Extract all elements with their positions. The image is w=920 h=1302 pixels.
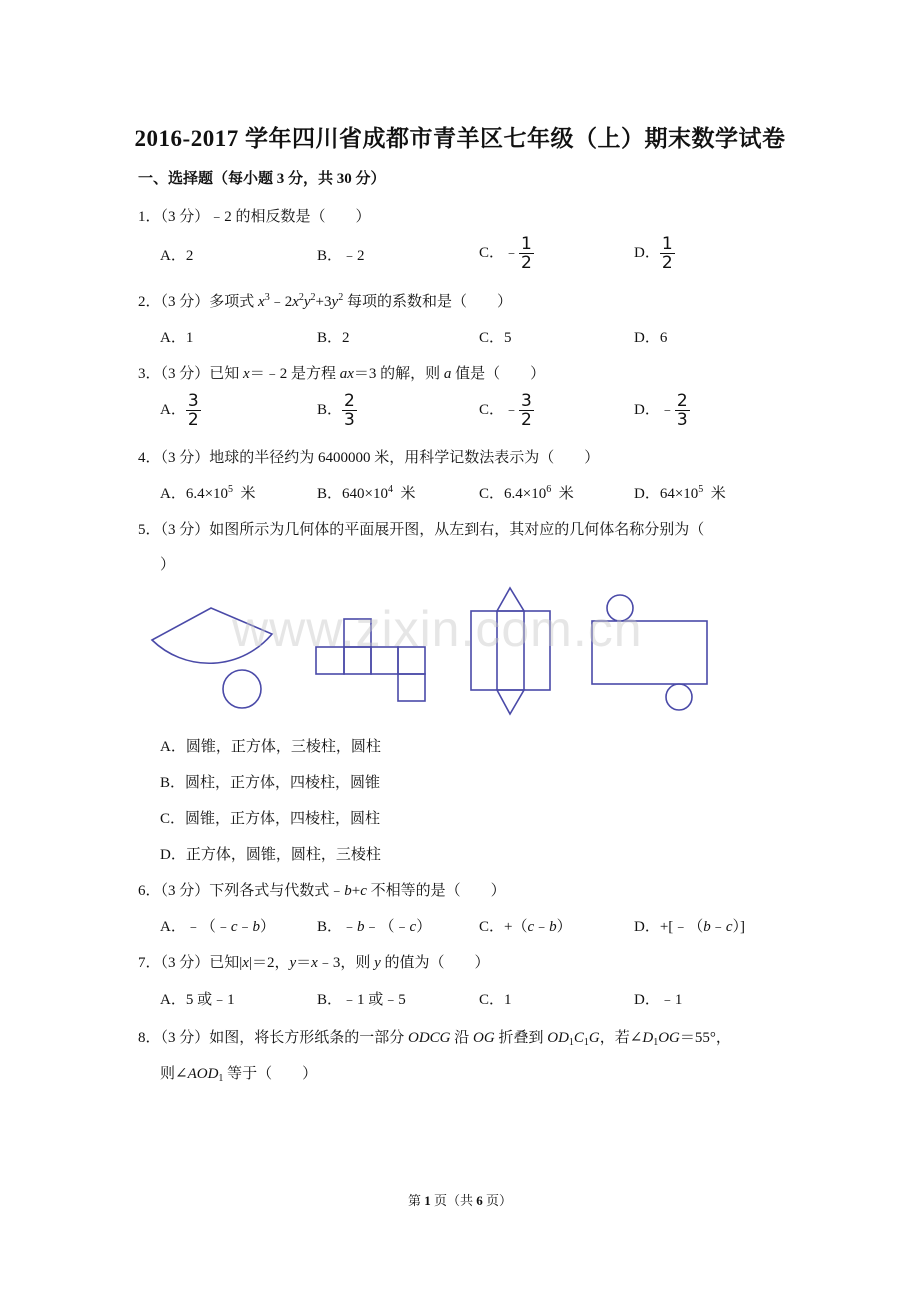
q1-option-d: D． $\frac{1}{2}$ <box>634 234 673 273</box>
q1-option-c: C．﹣ $\frac{1}{2}$ <box>479 234 532 273</box>
q2-option-b: B．2 <box>317 330 350 346</box>
q2-option-c: C．5 <box>479 330 512 346</box>
q7-option-d: D．﹣1 <box>634 992 683 1008</box>
cylinder-bottom-circle <box>666 684 692 710</box>
question-8-stem: 8．（3 分）如图，将长方形纸条的一部分 ODCG 沿 OG 折叠到 $OD_1C_1G$，若$\angle D_1OG=55^\circ$， <box>138 1030 731 1048</box>
section-heading: 一、选择题（每小题 3 分，共 30 分） <box>138 171 386 187</box>
paper-title: 2016-2017 学年四川省成都市青羊区七年级（上）期末数学试卷 <box>134 126 786 151</box>
fraction: $\frac{2}{3}$ <box>344 391 355 430</box>
q3-option-c: C．﹣ $\frac{3}{2}$ <box>479 391 532 430</box>
q4-option-a: A．$6.4\times 10^5$ 米 <box>160 484 256 502</box>
question-2-stem: 2．（3 分）多项式 $x^3﹣2x^2y^2+3y^2$ 每项的系数和是（ ） <box>138 292 512 310</box>
q3-option-d: D．﹣ $\frac{2}{3}$ <box>634 391 688 430</box>
question-5-stem: 5．（3 分）如图所示为几何体的平面展开图，从左到右，其对应的几何体名称分别为（ <box>138 522 705 538</box>
question-1-stem: 1．（3 分）﹣2 的相反数是（ ） <box>138 209 371 225</box>
question-3-stem: 3．（3 分）已知 x＝﹣2 是方程 ax＝3 的解，则 a 值是（ ） <box>138 366 546 382</box>
watermark: www.zixin.com.cn <box>232 601 643 657</box>
fraction: $\frac{1}{2}$ <box>661 234 673 273</box>
cone-base-circle <box>223 670 261 708</box>
q6-option-b: B．﹣b﹣（﹣c） <box>317 919 432 935</box>
q3-option-a: A． $\frac{3}{2}$ <box>160 391 199 430</box>
q5-option-b: B．圆柱，正方体，四棱柱，圆锥 <box>160 775 381 791</box>
page-footer: 第 1 页（共 6 页） <box>407 1193 513 1208</box>
q6-option-a: A．﹣（﹣c﹣b） <box>160 919 276 935</box>
q5-option-a: A．圆锥，正方体，三棱柱，圆柱 <box>160 739 381 755</box>
q5-option-c: C．圆锥，正方体，四棱柱，圆柱 <box>160 811 381 827</box>
q4-option-d: D．$64\times 10^5$ 米 <box>634 484 726 502</box>
q2-option-a: A．1 <box>160 330 194 346</box>
question-8-stem-line2: 则$\angle AOD_1$ 等于（ ） <box>160 1066 318 1084</box>
q3-option-b: B． $\frac{2}{3}$ <box>317 391 355 430</box>
question-7-stem: 7．（3 分）已知|x|＝2，y＝x﹣3，则 y 的值为（ ） <box>138 955 490 971</box>
q6-option-c: C．+（c﹣b） <box>479 919 572 935</box>
q1-option-b: B．﹣2 <box>317 248 365 264</box>
fraction: $\frac{3}{2}$ <box>187 391 199 430</box>
question-4-stem: 4．（3 分）地球的半径约为 6400000 米，用科学记数法表示为（ ） <box>138 450 600 466</box>
q5-option-d: D．正方体，圆锥，圆柱，三棱柱 <box>160 847 381 863</box>
q4-option-c: C．$6.4\times 10^6$ 米 <box>479 484 574 502</box>
q7-option-a: A．5 或﹣1 <box>160 992 235 1008</box>
q1-option-a: A．2 <box>160 248 194 264</box>
fraction: $\frac{3}{2}$ <box>521 391 532 430</box>
prism-bottom-base <box>497 690 524 714</box>
q7-option-c: C．1 <box>479 992 512 1008</box>
fraction: $\frac{2}{3}$ <box>676 391 688 430</box>
q2-option-d: D．6 <box>634 330 668 346</box>
question-5-stem-end: ） <box>160 557 176 573</box>
cube-face <box>398 674 425 701</box>
q7-option-b: B．﹣1 或﹣5 <box>317 992 406 1008</box>
question-6-stem: 6．（3 分）下列各式与代数式﹣b+c 不相等的是（ ） <box>138 883 506 899</box>
fraction: $\frac{1}{2}$ <box>521 234 532 273</box>
q4-option-b: B．$640\times 10^4$ 米 <box>317 484 416 502</box>
q6-option-d: D．+[﹣（b﹣c）] <box>634 919 745 935</box>
